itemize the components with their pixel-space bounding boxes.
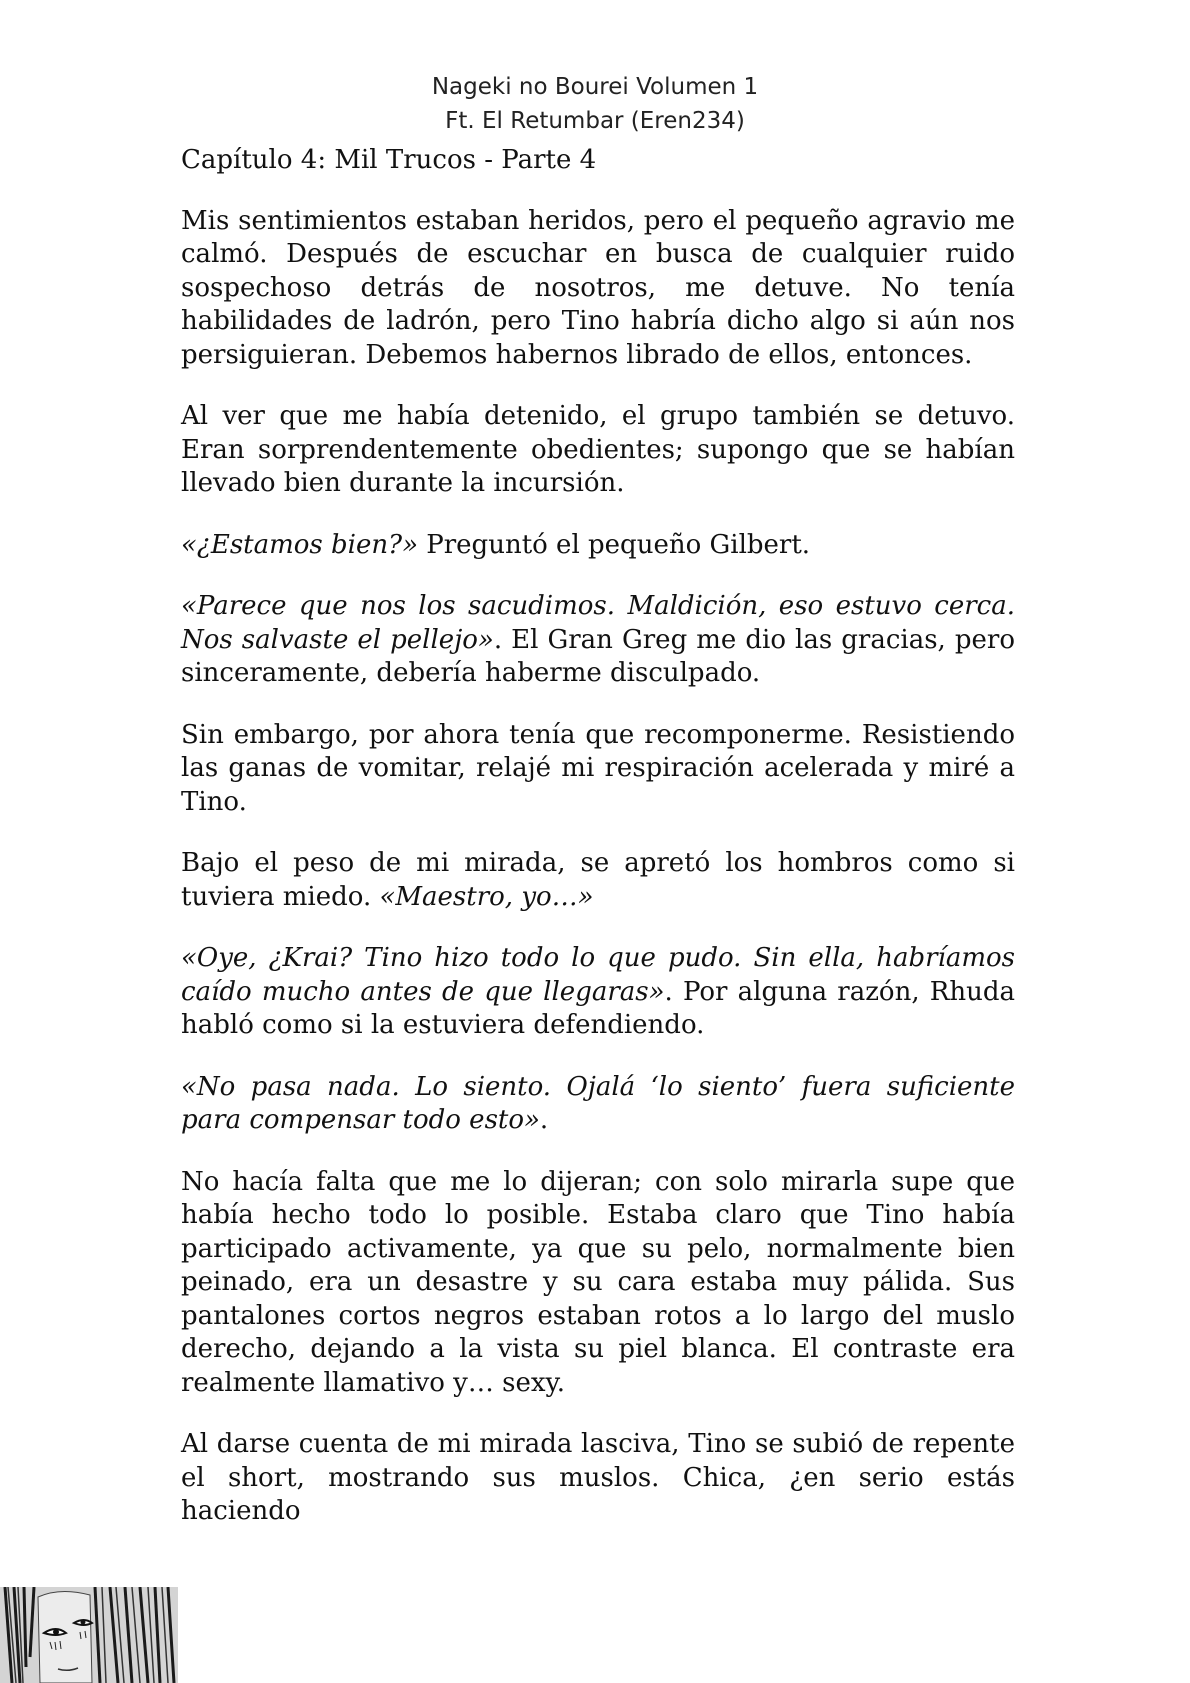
page-header — [0, 70, 1190, 138]
narration-text: Bajo el peso de mi mirada, se apretó los hombros como si tuviera miedo. — [181, 848, 1015, 912]
paragraph — [181, 847, 1015, 914]
header-line-2: Ft. El Retumbar (Eren234) — [445, 108, 745, 134]
paragraph — [181, 400, 1015, 501]
narration-text: No hacía falta que me lo dijeran; con solo mirarla supe que había hecho todo lo posible. Estaba claro que Tino había participado activamente, ya que su pelo, normalmente bien peinado, era un desastre y su cara estaba muy pálida. Sus pantalones cortos negros estaban rotos a lo largo del muslo derecho, dejando a la vista su piel blanca. El contraste era realmente llamativo y… sexy. — [181, 1166, 1015, 1398]
paragraph — [181, 942, 1015, 1043]
paragraph-list — [181, 205, 1015, 1529]
paragraph — [181, 590, 1015, 691]
narration-text: Preguntó el pequeño Gilbert. — [417, 529, 811, 560]
chapter-title: Capítulo 4: Mil Trucos - Parte 4 — [181, 145, 597, 175]
dialogue-text: «Parece que nos los sacudimos. Maldición, eso estuvo cerca. Nos salvaste el pellejo» — [181, 591, 1015, 655]
dialogue-text: «Oye, ¿Krai? Tino hizo todo lo que pudo. Sin ella, habríamos caído mucho antes de que llegaras» — [181, 943, 1015, 1007]
narration-text: Al darse cuenta de mi mirada lasciva, Tino se subió de repente el short, mostrando sus muslos. Chica, ¿en serio estás haciendo — [181, 1429, 1015, 1526]
narration-text: Mis sentimientos estaban heridos, pero el pequeño agravio me calmó. Después de escuchar en busca de cualquier ruido sospechoso detrás de nosotros, me detuve. No tenía habilidades de ladrón, pero Tino habría dicho algo si aún nos persiguieran. Debemos habernos librado de ellos, entonces. — [181, 205, 1015, 370]
narration-text: . Por alguna razón, Rhuda habló como si la estuviera defendiendo. — [181, 976, 1015, 1040]
paragraph — [181, 1166, 1015, 1401]
paragraph — [181, 205, 1015, 373]
header-line-1: Nageki no Bourei Volumen 1 — [431, 74, 759, 100]
dialogue-text: «No pasa nada. Lo siento. Ojalá ‘lo siento’ fuera suficiente para compensar todo esto» — [181, 1071, 1015, 1135]
paragraph — [181, 529, 1015, 563]
paragraph — [181, 1428, 1015, 1529]
dialogue-text: «Maestro, yo…» — [379, 881, 594, 912]
paragraph — [181, 1071, 1015, 1138]
narration-text: . El Gran Greg me dio las gracias, pero sinceramente, debería haberme disculpado. — [181, 624, 1015, 688]
document-body — [181, 144, 1015, 1529]
dialogue-text: «¿Estamos bien?» — [181, 529, 418, 560]
paragraph — [181, 719, 1015, 820]
manga-character-face-icon — [0, 1587, 178, 1683]
narration-text: Sin embargo, por ahora tenía que recomponerme. Resistiendo las ganas de vomitar, relajé mi respiración acelerada y miré a Tino. — [181, 719, 1015, 817]
narration-text: . — [539, 1105, 549, 1135]
narration-text: Al ver que me había detenido, el grupo también se detuvo. Eran sorprendentemente obedientes; supongo que se habían llevado bien durante la incursión. — [181, 401, 1015, 498]
